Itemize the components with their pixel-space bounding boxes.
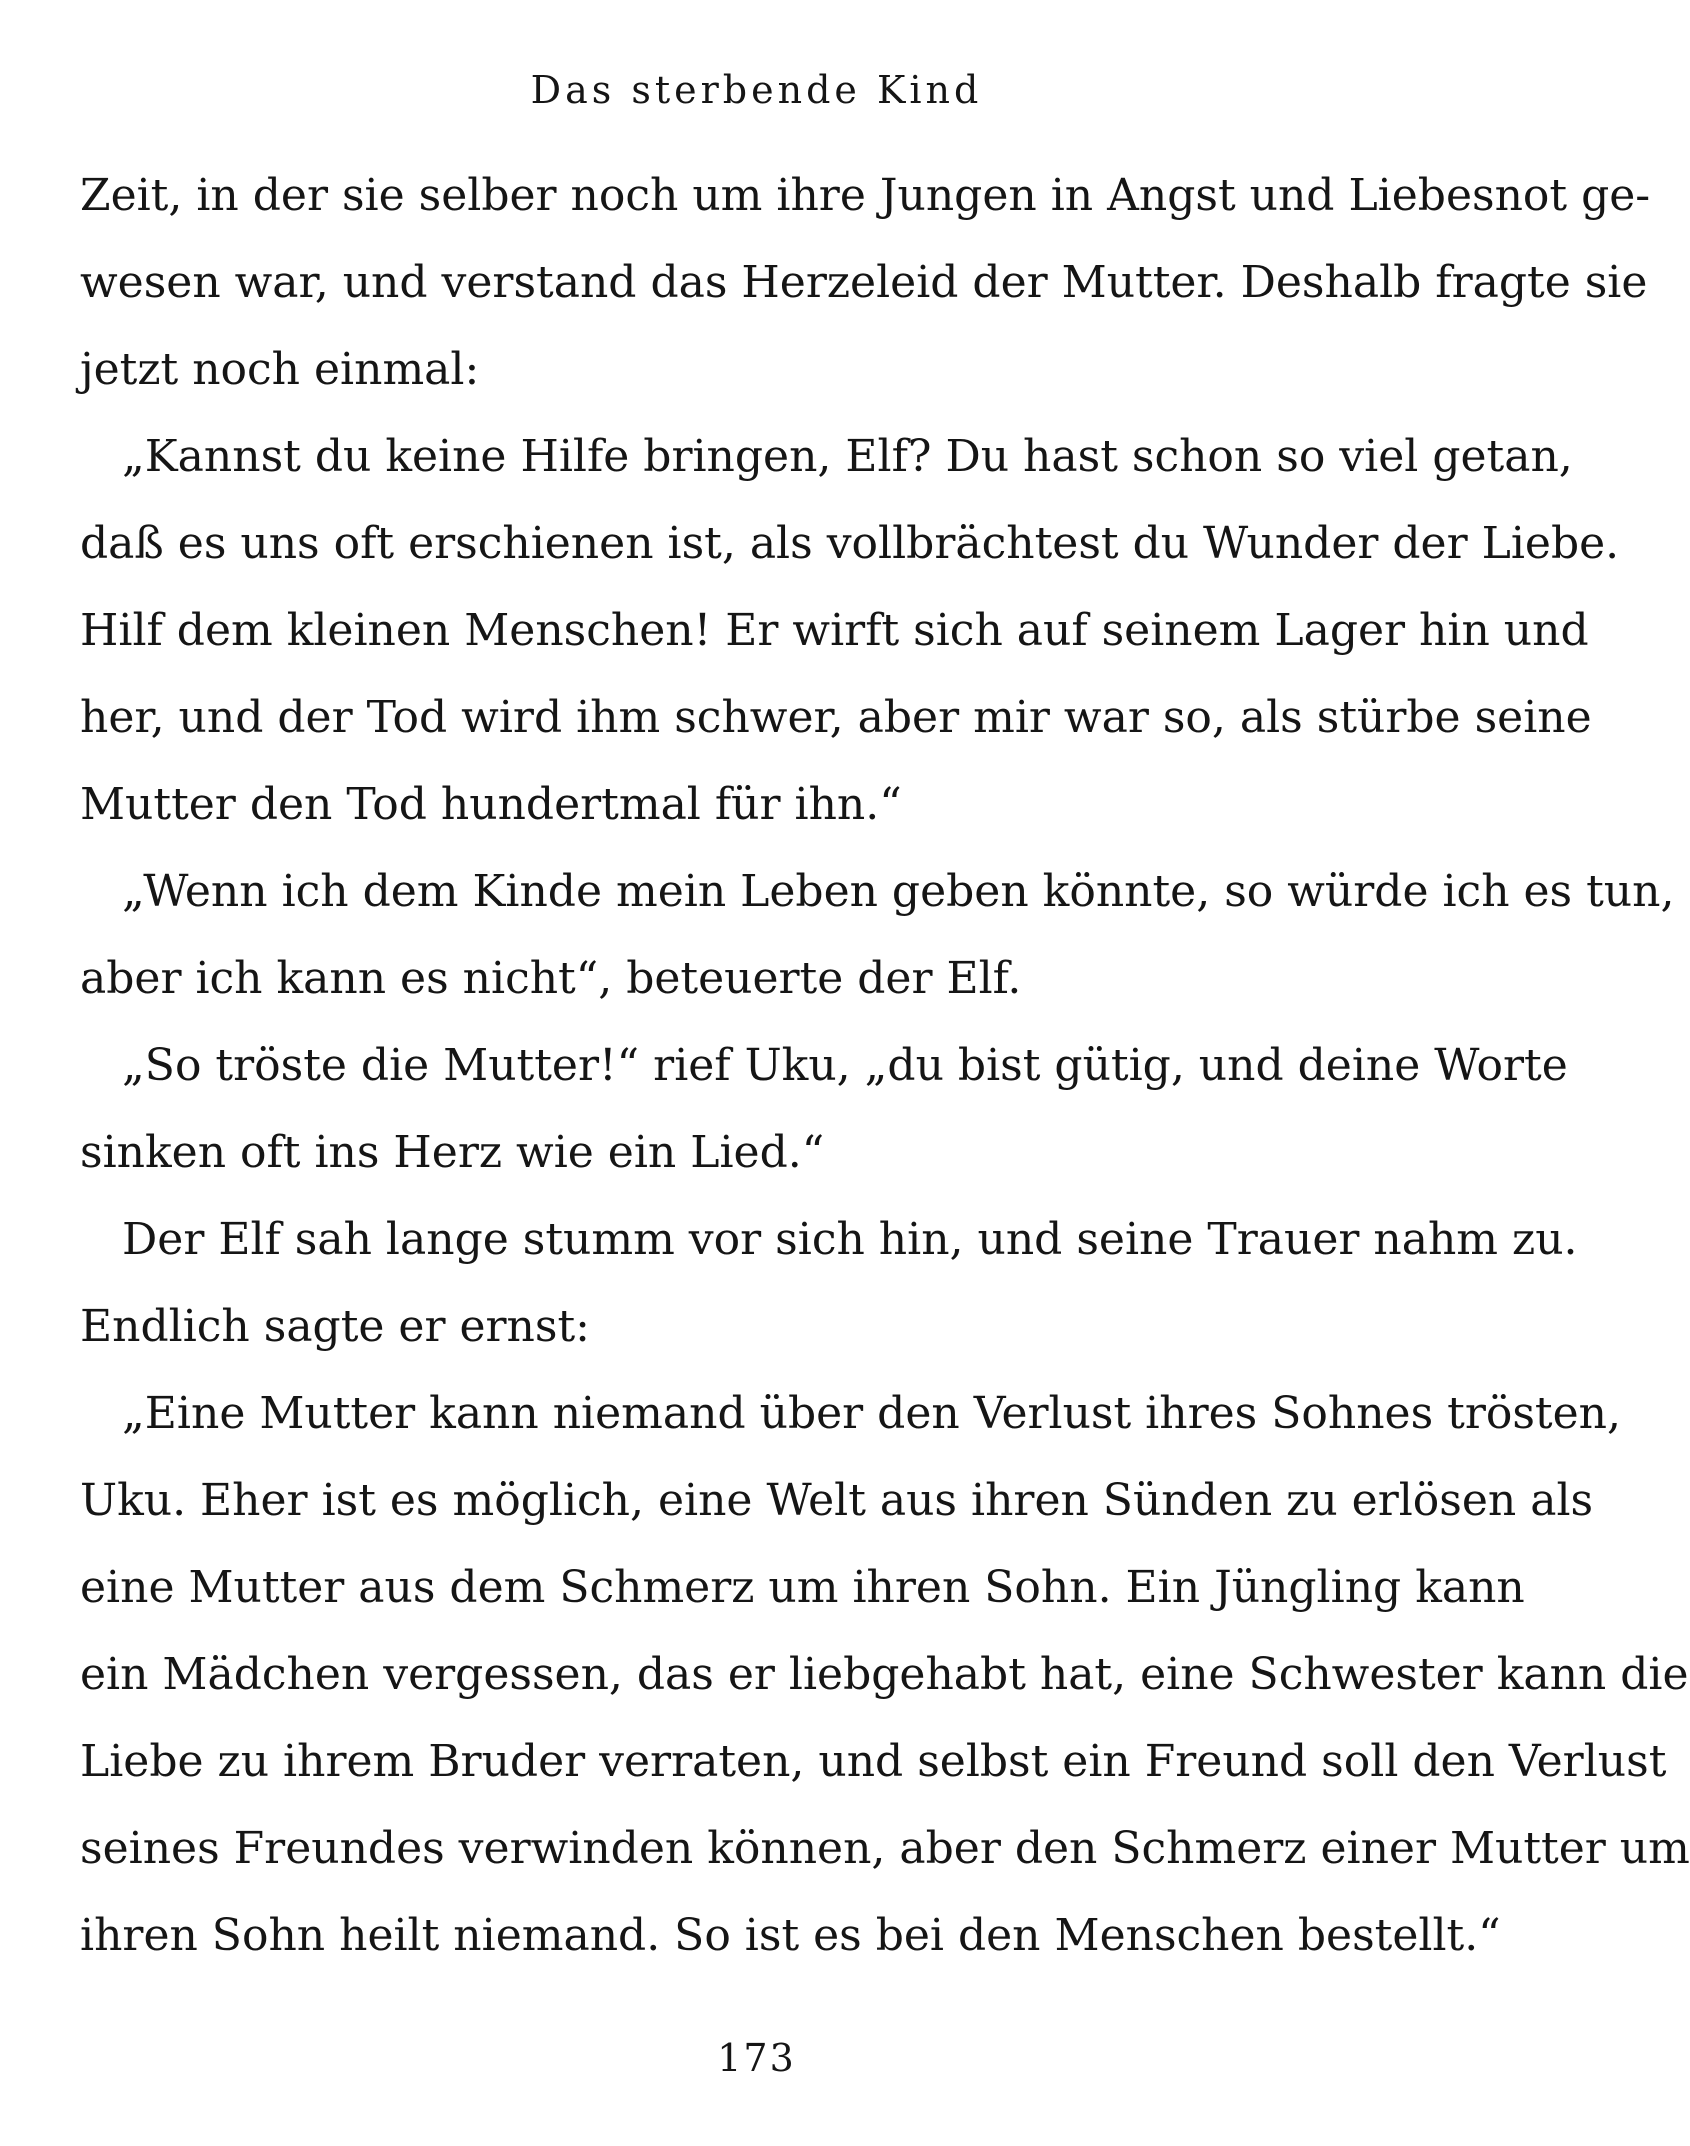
text-line: „Eine Mutter kann niemand über den Verlust ihres Sohnes trösten, <box>122 1388 1621 1439</box>
text-line: sinken oft ins Herz wie ein Lied.“ <box>80 1127 825 1178</box>
page-number: 173 <box>717 2036 796 2080</box>
text-line: „Kannst du keine Hilfe bringen, Elf? Du hast schon so viel getan, <box>122 431 1573 482</box>
body-text <box>80 152 1690 1979</box>
text-line: Hilf dem kleinen Menschen! Er wirft sich auf seinem Lager hin und <box>80 605 1589 656</box>
text-line: Liebe zu ihrem Bruder verraten, und selbst ein Freund soll den Verlust <box>80 1736 1667 1787</box>
text-line: ihren Sohn heilt niemand. So ist es bei den Menschen bestellt.“ <box>80 1910 1501 1961</box>
text-line: Mutter den Tod hundertmal für ihn.“ <box>80 779 902 830</box>
text-line: „Wenn ich dem Kinde mein Leben geben könnte, so würde ich es tun, <box>122 866 1675 917</box>
text-line: her, und der Tod wird ihm schwer, aber mir war so, als stürbe seine <box>80 692 1592 743</box>
text-line: aber ich kann es nicht“, beteuerte der Elf. <box>80 953 1022 1004</box>
text-line: Zeit, in der sie selber noch um ihre Jungen in Angst und Liebesnot ge- <box>80 170 1651 221</box>
text-line: daß es uns oft erschienen ist, als vollbrächtest du Wunder der Liebe. <box>80 518 1620 569</box>
text-line: Der Elf sah lange stumm vor sich hin, und seine Trauer nahm zu. <box>122 1214 1578 1265</box>
text-line: „So tröste die Mutter!“ rief Uku, „du bist gütig, und deine Worte <box>122 1040 1568 1091</box>
text-line: seines Freundes verwinden können, aber den Schmerz einer Mutter um <box>80 1823 1690 1874</box>
text-line: Uku. Eher ist es möglich, eine Welt aus ihren Sünden zu erlösen als <box>80 1475 1594 1526</box>
running-head: Das sterbende Kind <box>530 68 983 112</box>
text-line: Endlich sagte er ernst: <box>80 1301 590 1352</box>
text-line: eine Mutter aus dem Schmerz um ihren Sohn. Ein Jüngling kann <box>80 1562 1525 1613</box>
text-line: wesen war, und verstand das Herzeleid der Mutter. Deshalb fragte sie <box>80 257 1648 308</box>
text-line: ein Mädchen vergessen, das er liebgehabt hat, eine Schwester kann die <box>80 1649 1689 1700</box>
text-line: jetzt noch einmal: <box>80 344 480 395</box>
